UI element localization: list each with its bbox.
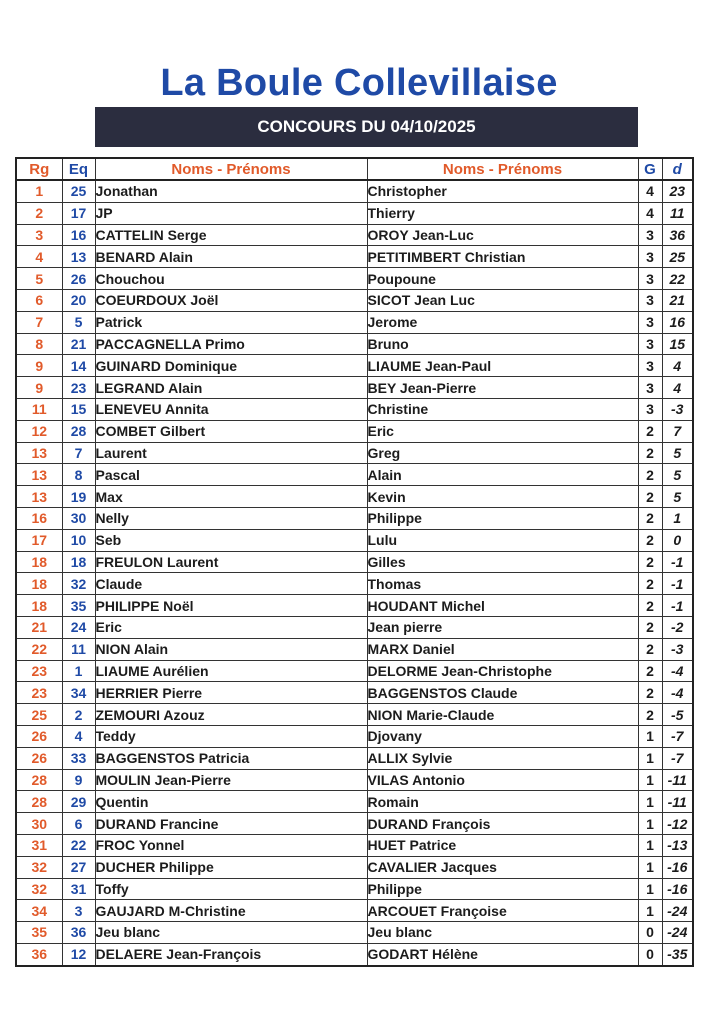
rank-cell: 13 — [16, 464, 62, 486]
rank-header: Rg — [16, 158, 62, 180]
diff-cell: -1 — [662, 573, 693, 595]
player2-cell: DURAND François — [367, 813, 638, 835]
player2-cell: NION Marie-Claude — [367, 704, 638, 726]
wins-cell: 2 — [638, 464, 662, 486]
player2-cell: PETITIMBERT Christian — [367, 246, 638, 268]
player1-cell: Laurent — [95, 442, 367, 464]
player1-cell: FROC Yonnel — [95, 834, 367, 856]
table-row — [16, 202, 693, 224]
player1-cell: PACCAGNELLA Primo — [95, 333, 367, 355]
page-title: La Boule Collevillaise — [160, 62, 558, 104]
diff-cell: -16 — [662, 878, 693, 900]
wins-cell: 2 — [638, 616, 662, 638]
team-cell: 28 — [62, 420, 95, 442]
player2-cell: Jerome — [367, 311, 638, 333]
player2-cell: Gilles — [367, 551, 638, 573]
rank-cell: 3 — [16, 224, 62, 246]
rank-cell: 4 — [16, 246, 62, 268]
wins-cell: 3 — [638, 398, 662, 420]
table-row — [16, 377, 693, 399]
wins-cell: 3 — [638, 377, 662, 399]
diff-cell: 15 — [662, 333, 693, 355]
rank-cell: 12 — [16, 420, 62, 442]
wins-header: G — [638, 158, 662, 180]
team-cell: 20 — [62, 289, 95, 311]
player1-cell: PHILIPPE Noël — [95, 595, 367, 617]
diff-cell: -3 — [662, 398, 693, 420]
rank-cell: 28 — [16, 791, 62, 813]
player2-cell: Alain — [367, 464, 638, 486]
rank-cell: 36 — [16, 943, 62, 965]
rank-cell: 21 — [16, 616, 62, 638]
wins-cell: 2 — [638, 420, 662, 442]
header-row — [16, 158, 693, 180]
competition-date-label: CONCOURS DU 04/10/2025 — [257, 117, 476, 136]
diff-cell: 4 — [662, 355, 693, 377]
team-cell: 35 — [62, 595, 95, 617]
wins-cell: 0 — [638, 943, 662, 965]
player1-cell: NION Alain — [95, 638, 367, 660]
diff-cell: 21 — [662, 289, 693, 311]
rank-cell: 1 — [16, 180, 62, 202]
table-row — [16, 813, 693, 835]
table-row — [16, 289, 693, 311]
rank-cell: 28 — [16, 769, 62, 791]
player2-cell: Jean pierre — [367, 616, 638, 638]
rank-cell: 35 — [16, 922, 62, 944]
team-cell: 7 — [62, 442, 95, 464]
wins-cell: 2 — [638, 551, 662, 573]
team-cell: 16 — [62, 224, 95, 246]
table-row — [16, 856, 693, 878]
diff-cell: -2 — [662, 616, 693, 638]
team-cell: 30 — [62, 507, 95, 529]
team-cell: 3 — [62, 900, 95, 922]
player1-cell: Toffy — [95, 878, 367, 900]
player1-cell: Quentin — [95, 791, 367, 813]
team-cell: 26 — [62, 268, 95, 290]
player1-cell: Eric — [95, 616, 367, 638]
diff-cell: -13 — [662, 834, 693, 856]
diff-cell: -16 — [662, 856, 693, 878]
rank-cell: 13 — [16, 486, 62, 508]
table-row — [16, 464, 693, 486]
team-cell: 9 — [62, 769, 95, 791]
team-cell: 11 — [62, 638, 95, 660]
team-cell: 12 — [62, 943, 95, 965]
team-cell: 17 — [62, 202, 95, 224]
wins-cell: 1 — [638, 725, 662, 747]
wins-cell: 3 — [638, 355, 662, 377]
table-row — [16, 551, 693, 573]
diff-cell: -7 — [662, 747, 693, 769]
rank-cell: 6 — [16, 289, 62, 311]
rank-cell: 32 — [16, 856, 62, 878]
player1-cell: GUINARD Dominique — [95, 355, 367, 377]
table-row — [16, 725, 693, 747]
player2-cell: Greg — [367, 442, 638, 464]
team-cell: 34 — [62, 682, 95, 704]
team-cell: 6 — [62, 813, 95, 835]
wins-cell: 1 — [638, 791, 662, 813]
diff-cell: -35 — [662, 943, 693, 965]
player1-cell: BENARD Alain — [95, 246, 367, 268]
wins-cell: 1 — [638, 900, 662, 922]
wins-cell: 3 — [638, 268, 662, 290]
player2-cell: Lulu — [367, 529, 638, 551]
diff-cell: -24 — [662, 900, 693, 922]
rank-cell: 2 — [16, 202, 62, 224]
rank-cell: 26 — [16, 747, 62, 769]
player1-cell: HERRIER Pierre — [95, 682, 367, 704]
wins-cell: 2 — [638, 704, 662, 726]
player1-cell: COMBET Gilbert — [95, 420, 367, 442]
rank-cell: 18 — [16, 573, 62, 595]
rank-cell: 34 — [16, 900, 62, 922]
table-row — [16, 529, 693, 551]
table-row — [16, 355, 693, 377]
rank-cell: 9 — [16, 355, 62, 377]
diff-cell: 4 — [662, 377, 693, 399]
rank-cell: 7 — [16, 311, 62, 333]
player2-cell: Christine — [367, 398, 638, 420]
table-row — [16, 660, 693, 682]
wins-cell: 4 — [638, 180, 662, 202]
diff-cell: -1 — [662, 551, 693, 573]
table-row — [16, 900, 693, 922]
player1-cell: Claude — [95, 573, 367, 595]
diff-cell: 0 — [662, 529, 693, 551]
diff-cell: 23 — [662, 180, 693, 202]
team-cell: 25 — [62, 180, 95, 202]
rank-cell: 13 — [16, 442, 62, 464]
player2-cell: Djovany — [367, 725, 638, 747]
player2-cell: Eric — [367, 420, 638, 442]
wins-cell: 3 — [638, 311, 662, 333]
player2-cell: HUET Patrice — [367, 834, 638, 856]
diff-cell: 5 — [662, 442, 693, 464]
diff-cell: -7 — [662, 725, 693, 747]
player2-cell: Poupoune — [367, 268, 638, 290]
player1-cell: GAUJARD M-Christine — [95, 900, 367, 922]
diff-cell: 22 — [662, 268, 693, 290]
diff-cell: 1 — [662, 507, 693, 529]
player1-cell: BAGGENSTOS Patricia — [95, 747, 367, 769]
wins-cell: 3 — [638, 224, 662, 246]
team-cell: 22 — [62, 834, 95, 856]
rank-cell: 18 — [16, 551, 62, 573]
wins-cell: 0 — [638, 922, 662, 944]
wins-cell: 2 — [638, 442, 662, 464]
player1-cell: DURAND Francine — [95, 813, 367, 835]
rank-cell: 16 — [16, 507, 62, 529]
player2-cell: CAVALIER Jacques — [367, 856, 638, 878]
player2-cell: Christopher — [367, 180, 638, 202]
player2-header: Noms - Prénoms — [367, 158, 638, 180]
team-cell: 14 — [62, 355, 95, 377]
player1-cell: JP — [95, 202, 367, 224]
wins-cell: 1 — [638, 856, 662, 878]
team-cell: 29 — [62, 791, 95, 813]
wins-cell: 2 — [638, 529, 662, 551]
rank-cell: 30 — [16, 813, 62, 835]
wins-cell: 2 — [638, 660, 662, 682]
table-row — [16, 224, 693, 246]
table-row — [16, 638, 693, 660]
diff-cell: -11 — [662, 769, 693, 791]
rank-cell: 23 — [16, 682, 62, 704]
table-row — [16, 834, 693, 856]
diff-cell: 5 — [662, 464, 693, 486]
player2-cell: VILAS Antonio — [367, 769, 638, 791]
player2-cell: SICOT Jean Luc — [367, 289, 638, 311]
diff-cell: -12 — [662, 813, 693, 835]
team-cell: 32 — [62, 573, 95, 595]
wins-cell: 3 — [638, 246, 662, 268]
rank-cell: 22 — [16, 638, 62, 660]
wins-cell: 2 — [638, 573, 662, 595]
player1-cell: MOULIN Jean-Pierre — [95, 769, 367, 791]
table-row — [16, 682, 693, 704]
player1-cell: LENEVEU Annita — [95, 398, 367, 420]
table-row — [16, 922, 693, 944]
diff-cell: 7 — [662, 420, 693, 442]
team-cell: 4 — [62, 725, 95, 747]
wins-cell: 2 — [638, 638, 662, 660]
diff-cell: 11 — [662, 202, 693, 224]
player2-cell: Bruno — [367, 333, 638, 355]
rank-cell: 26 — [16, 725, 62, 747]
competition-banner — [95, 107, 638, 147]
table-row — [16, 333, 693, 355]
player1-cell: ZEMOURI Azouz — [95, 704, 367, 726]
diff-cell: 36 — [662, 224, 693, 246]
rank-cell: 31 — [16, 834, 62, 856]
table-row — [16, 747, 693, 769]
team-cell: 27 — [62, 856, 95, 878]
diff-cell: -1 — [662, 595, 693, 617]
player1-cell: DUCHER Philippe — [95, 856, 367, 878]
team-cell: 33 — [62, 747, 95, 769]
diff-cell: -11 — [662, 791, 693, 813]
player2-cell: Philippe — [367, 507, 638, 529]
player2-cell: GODART Hélène — [367, 943, 638, 965]
team-cell: 19 — [62, 486, 95, 508]
wins-cell: 2 — [638, 595, 662, 617]
player1-header: Noms - Prénoms — [95, 158, 367, 180]
player1-cell: LIAUME Aurélien — [95, 660, 367, 682]
table-row — [16, 268, 693, 290]
player2-cell: HOUDANT Michel — [367, 595, 638, 617]
table-row — [16, 507, 693, 529]
player1-cell: Max — [95, 486, 367, 508]
player1-cell: FREULON Laurent — [95, 551, 367, 573]
rank-cell: 25 — [16, 704, 62, 726]
player1-cell: Teddy — [95, 725, 367, 747]
table-row — [16, 246, 693, 268]
player1-cell: Patrick — [95, 311, 367, 333]
team-cell: 21 — [62, 333, 95, 355]
rank-cell: 11 — [16, 398, 62, 420]
player2-cell: Kevin — [367, 486, 638, 508]
team-cell: 5 — [62, 311, 95, 333]
table-row — [16, 704, 693, 726]
rank-cell: 9 — [16, 377, 62, 399]
results-table — [15, 157, 694, 967]
team-cell: 1 — [62, 660, 95, 682]
wins-cell: 1 — [638, 878, 662, 900]
wins-cell: 1 — [638, 769, 662, 791]
player2-cell: ARCOUET Françoise — [367, 900, 638, 922]
rank-cell: 5 — [16, 268, 62, 290]
wins-cell: 3 — [638, 333, 662, 355]
diff-cell: 5 — [662, 486, 693, 508]
player2-cell: LIAUME Jean-Paul — [367, 355, 638, 377]
wins-cell: 2 — [638, 682, 662, 704]
table-row — [16, 398, 693, 420]
table-row — [16, 769, 693, 791]
table-row — [16, 486, 693, 508]
team-header: Eq — [62, 158, 95, 180]
diff-cell: -4 — [662, 682, 693, 704]
rank-cell: 18 — [16, 595, 62, 617]
table-row — [16, 595, 693, 617]
table-row — [16, 878, 693, 900]
diff-cell: -3 — [662, 638, 693, 660]
wins-cell: 3 — [638, 289, 662, 311]
player2-cell: OROY Jean-Luc — [367, 224, 638, 246]
table-row — [16, 442, 693, 464]
diff-cell: -5 — [662, 704, 693, 726]
player1-cell: Seb — [95, 529, 367, 551]
wins-cell: 1 — [638, 747, 662, 769]
diff-cell: 25 — [662, 246, 693, 268]
player1-cell: Nelly — [95, 507, 367, 529]
table-row — [16, 180, 693, 202]
player1-cell: Chouchou — [95, 268, 367, 290]
team-cell: 2 — [62, 704, 95, 726]
player1-cell: CATTELIN Serge — [95, 224, 367, 246]
team-cell: 18 — [62, 551, 95, 573]
wins-cell: 2 — [638, 507, 662, 529]
diff-cell: 16 — [662, 311, 693, 333]
diff-cell: -4 — [662, 660, 693, 682]
player2-cell: DELORME Jean-Christophe — [367, 660, 638, 682]
table-row — [16, 573, 693, 595]
diff-cell: -24 — [662, 922, 693, 944]
team-cell: 36 — [62, 922, 95, 944]
player2-cell: BEY Jean-Pierre — [367, 377, 638, 399]
player2-cell: Romain — [367, 791, 638, 813]
team-cell: 15 — [62, 398, 95, 420]
player2-cell: Philippe — [367, 878, 638, 900]
player2-cell: BAGGENSTOS Claude — [367, 682, 638, 704]
player1-cell: LEGRAND Alain — [95, 377, 367, 399]
rank-cell: 32 — [16, 878, 62, 900]
table-row — [16, 420, 693, 442]
table-row — [16, 791, 693, 813]
table-row — [16, 616, 693, 638]
team-cell: 8 — [62, 464, 95, 486]
player2-cell: Thierry — [367, 202, 638, 224]
player2-cell: Thomas — [367, 573, 638, 595]
wins-cell: 2 — [638, 486, 662, 508]
team-cell: 13 — [62, 246, 95, 268]
player2-cell: ALLIX Sylvie — [367, 747, 638, 769]
rank-cell: 23 — [16, 660, 62, 682]
wins-cell: 1 — [638, 834, 662, 856]
player1-cell: Jonathan — [95, 180, 367, 202]
rank-cell: 8 — [16, 333, 62, 355]
player1-cell: DELAERE Jean-François — [95, 943, 367, 965]
table-row — [16, 943, 693, 965]
team-cell: 23 — [62, 377, 95, 399]
wins-cell: 1 — [638, 813, 662, 835]
rank-cell: 17 — [16, 529, 62, 551]
player1-cell: Jeu blanc — [95, 922, 367, 944]
player2-cell: MARX Daniel — [367, 638, 638, 660]
wins-cell: 4 — [638, 202, 662, 224]
team-cell: 24 — [62, 616, 95, 638]
player1-cell: COEURDOUX Joël — [95, 289, 367, 311]
player1-cell: Pascal — [95, 464, 367, 486]
table-row — [16, 311, 693, 333]
player2-cell: Jeu blanc — [367, 922, 638, 944]
team-cell: 10 — [62, 529, 95, 551]
diff-header: d — [662, 158, 693, 180]
team-cell: 31 — [62, 878, 95, 900]
